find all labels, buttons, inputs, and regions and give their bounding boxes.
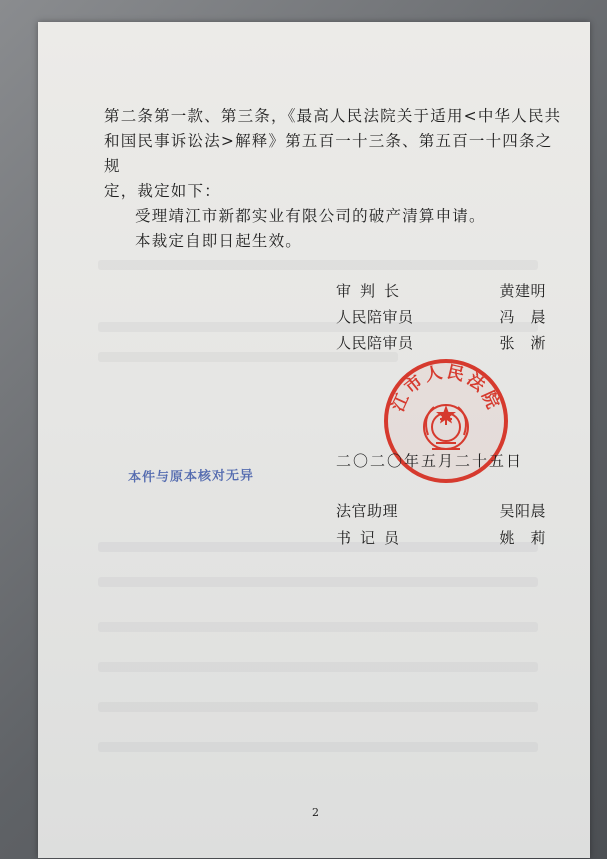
document-page	[38, 22, 590, 858]
signature-role: 书记员	[336, 529, 409, 547]
ruling-statement: 受理靖江市新都实业有限公司的破产清算申请。	[135, 207, 486, 225]
signature-role: 人民陪审员	[336, 308, 414, 326]
signature-name: 姚 莉	[499, 529, 546, 547]
signature-clerk	[336, 527, 546, 548]
signature-juror-1	[336, 306, 546, 327]
verification-stamp: 本件与原本核对无异	[127, 468, 255, 486]
signature-name: 冯 晨	[499, 308, 546, 326]
signature-name: 吴阳晨	[499, 502, 546, 520]
effect-statement: 本裁定自即日起生效。	[135, 232, 303, 250]
body-line: 第二条第一款、第三条，《最高人民法院关于适用<中华人民共	[104, 107, 562, 125]
bleed-through-line	[98, 352, 398, 362]
bleed-through-line	[98, 260, 538, 270]
page-number: 2	[312, 806, 319, 819]
signature-juror-2	[336, 332, 546, 353]
signature-role: 法官助理	[336, 502, 399, 520]
signature-role: 审判长	[336, 282, 409, 300]
signature-presiding-judge	[336, 280, 546, 301]
signature-role: 人民陪审员	[336, 334, 414, 352]
ruling-date: 二〇二〇年五月二十五日	[336, 452, 524, 470]
bleed-through-line	[98, 622, 538, 632]
signature-name: 张 淅	[499, 334, 546, 352]
ruling-body	[104, 104, 564, 254]
signature-assistant	[336, 500, 546, 521]
bleed-through-line	[98, 702, 538, 712]
bleed-through-line	[98, 662, 538, 672]
seal-text: 江市人民法院	[388, 362, 504, 415]
signature-name: 黄建明	[499, 282, 546, 300]
body-line: 定，裁定如下：	[104, 182, 221, 200]
body-line: 和国民事诉讼法>解释》第五百一十三条、第五百一十四条之规	[104, 132, 553, 175]
bleed-through-line	[98, 742, 538, 752]
bleed-through-line	[98, 577, 538, 587]
